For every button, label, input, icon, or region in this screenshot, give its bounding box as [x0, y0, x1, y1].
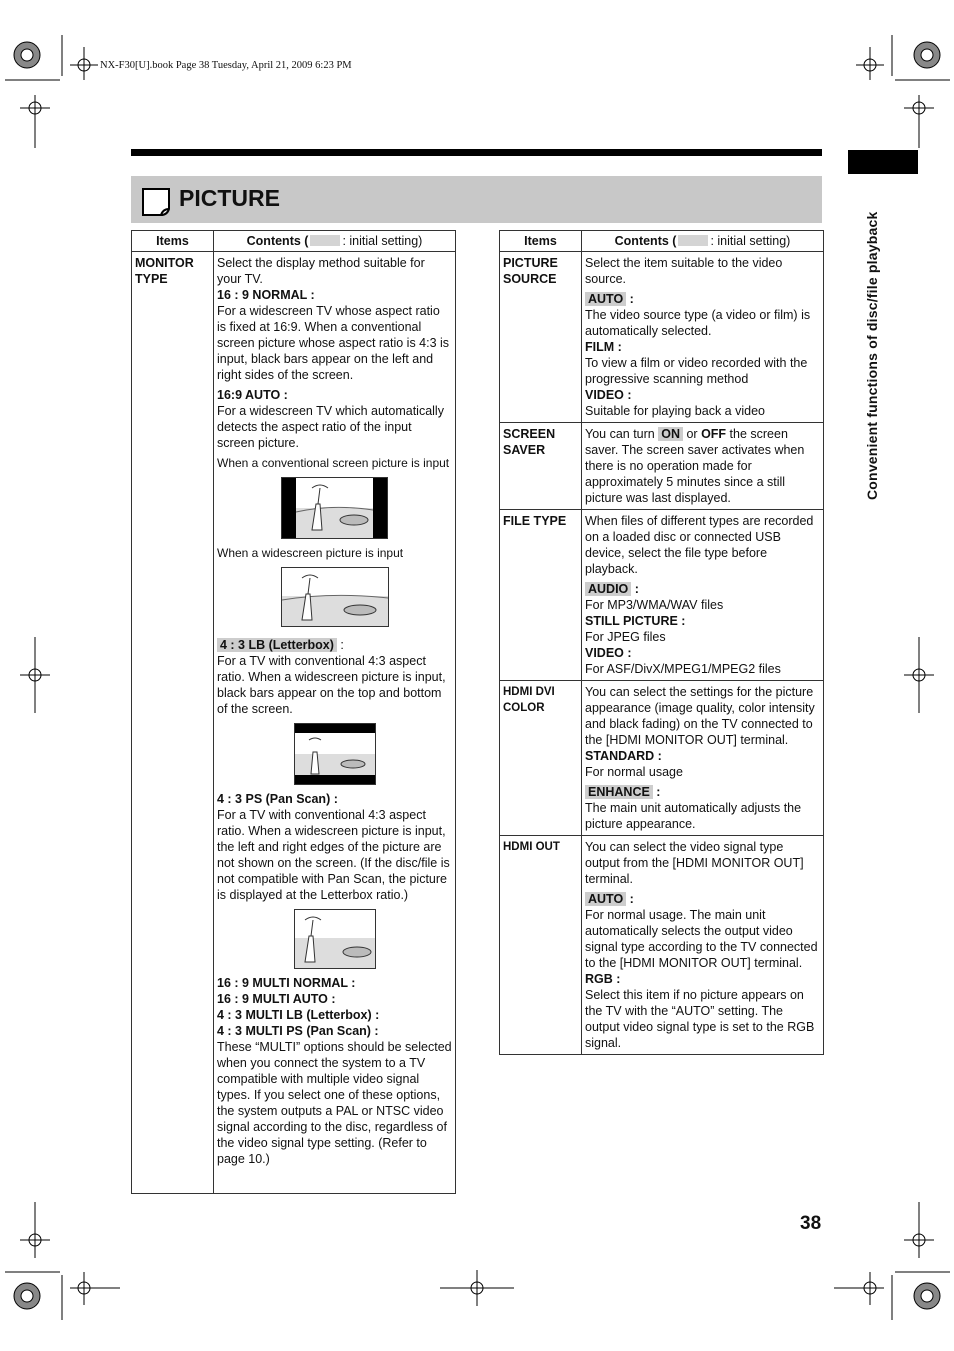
- picture-settings-table: [499, 230, 824, 1055]
- side-tab-marker: [848, 150, 918, 174]
- item-screen-saver: SCREEN SAVER: [500, 423, 582, 510]
- table-row: [132, 252, 456, 1194]
- items-header: Items: [500, 231, 582, 252]
- table-row: [500, 510, 824, 681]
- table-row: [500, 423, 824, 510]
- side-tab: [858, 180, 882, 500]
- monitor-type-table: [131, 230, 456, 1194]
- table-row: [500, 836, 824, 1055]
- page-number: 38: [800, 1213, 822, 1234]
- pan-scan-illustration: [294, 909, 376, 969]
- print-header: NX-F30[U].book Page 38 Tuesday, April 21, 2009 6:23 PM: [100, 60, 352, 71]
- items-header: Items: [132, 231, 214, 252]
- checkbox-page-icon: [141, 187, 173, 217]
- item-file-type: FILE TYPE: [500, 510, 582, 681]
- file-type-contents: When files of different types are recorded on a loaded disc or connected USB device, select the file type before playback. AUDIO : For MP3/WMA/WAV files STILL PICTURE : For JPEG files VIDEO : For ASF/DivX/MPEG1/MPEG2 files: [582, 510, 824, 681]
- screen-saver-contents: You can turn ON or OFF the screen saver. The screen saver activates when there is no operation made for approximately 5 minutes since a still picture was last displayed.: [582, 423, 824, 510]
- item-hdmi-dvi-color: HDMI DVI COLOR: [500, 681, 582, 836]
- letterbox-illustration: [294, 723, 376, 785]
- hdmi-dvi-color-contents: You can select the settings for the picture appearance (image quality, color intensity and black fading) on the TV connected to the [HDMI MONITOR OUT] terminal. STANDARD : For normal usage ENHANCE : The main unit automatically adjusts the picture appearance.: [582, 681, 824, 836]
- picture-source-contents: Select the item suitable to the video source. AUTO : The video source type (a video or film) is automatically selected. FILM : To view a film or video recorded with the progressive scanning method VIDEO : Suitable for playing back a video: [582, 252, 824, 423]
- table-header-row: [132, 231, 456, 252]
- table-row: [500, 681, 824, 836]
- hdmi-out-contents: You can select the video signal type output from the [HDMI MONITOR OUT] terminal. AUTO : For normal usage. The main unit automatically selects the output video signal type according to the TV connected to the [HDMI MONITOR OUT] terminal. RGB : Select this item if no picture appears on the TV with the “AUTO” setting. The output video signal type is set to the RGB signal.: [582, 836, 824, 1055]
- widescreen-illustration: [281, 567, 389, 627]
- contents-header: Contents ( : initial setting): [214, 231, 456, 252]
- table-header-row: [500, 231, 824, 252]
- table-row: [500, 252, 824, 423]
- contents-header: Contents ( : initial setting): [582, 231, 824, 252]
- item-monitor-type: MONITOR TYPE: [132, 252, 214, 1194]
- section-title: PICTURE: [179, 185, 280, 211]
- section-banner: [131, 176, 822, 223]
- item-picture-source: PICTURE SOURCE: [500, 252, 582, 423]
- side-tab-label: Convenient functions of disc/file playback: [864, 211, 880, 500]
- top-rule: [131, 149, 822, 156]
- pillarbox-illustration: [281, 477, 388, 539]
- item-hdmi-out: HDMI OUT: [500, 836, 582, 1055]
- monitor-type-contents: Select the display method suitable for your TV. 16 : 9 NORMAL : For a widescreen TV whose aspect ratio is fixed at 16:9. When a conventional screen picture whose aspect ratio is 4:3 is input, black bars appear on the left and right sides of the screen. 16:9 AUTO : For a widescreen TV which automatically detects the aspect ratio of the input screen picture. When a conventional screen picture is input When a widescreen picture is input 4 : 3 LB (Letterbox) : For a TV with conventional 4:3 aspect ratio. When a widescreen picture is input, black bars appear on the top and bottom of the screen. 4 : 3 PS (Pan Scan) : For a TV with conventional 4:3 aspect ratio. When a widescreen picture is input, the left and right edges of the picture are not shown on the screen. (If the disc/file is not compatible with Pan Scan, the picture is displayed at the Letterbox ratio.) 16 : 9 MULTI NORMAL : 16 : 9 MULTI AUTO : 4 : 3 MULTI LB (Letterbox) : 4 : 3 MULTI PS (Pan Scan) : These “MULTI” options should be selected when you connect the system to a TV compatible with multiple video signal types. If you select one of these options, the system outputs a PAL or NTSC video signal according to the disc, regardless of the video signal type setting. (Refer to page 10.): [214, 252, 456, 1194]
